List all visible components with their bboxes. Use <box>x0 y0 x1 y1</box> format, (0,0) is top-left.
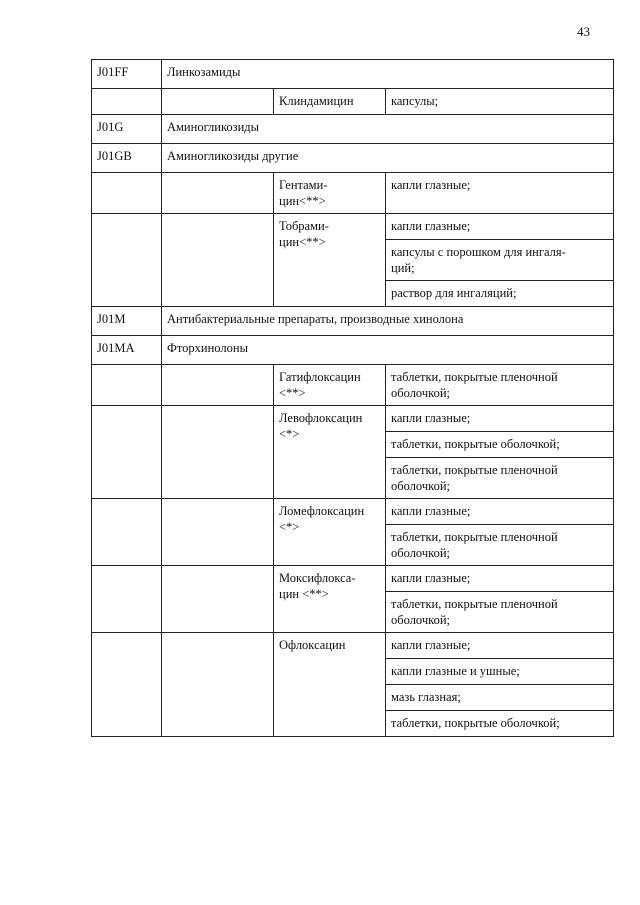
group-name: Фторхинолоны <box>162 336 614 365</box>
empty-code-cell <box>92 406 162 499</box>
empty-group-cell <box>162 633 274 737</box>
dosage-form: капли глазные; <box>386 173 614 214</box>
group-name: Линкозамиды <box>162 60 614 89</box>
atc-code: J01G <box>92 115 162 144</box>
drug-form-row <box>92 406 614 432</box>
empty-code-cell <box>92 365 162 406</box>
drug-name: Офлоксацин <box>274 633 386 737</box>
dosage-form: раствор для ингаляций; <box>386 281 614 307</box>
drug-form-row <box>92 173 614 214</box>
empty-group-cell <box>162 214 274 307</box>
atc-code: J01GB <box>92 144 162 173</box>
drug-name: Гентами- цин<**> <box>274 173 386 214</box>
drug-form-row <box>92 365 614 406</box>
drug-name: Тобрами- цин<**> <box>274 214 386 307</box>
empty-code-cell <box>92 633 162 737</box>
drug-name: Ломефлоксацин <*> <box>274 499 386 566</box>
drug-form-row <box>92 89 614 115</box>
page-number: 43 <box>577 24 590 39</box>
empty-group-cell <box>162 89 274 115</box>
drug-table-body <box>92 60 614 737</box>
group-row <box>92 307 614 336</box>
dosage-form: таблетки, покрытые пленочной оболочкой; <box>386 458 614 499</box>
empty-code-cell <box>92 173 162 214</box>
empty-group-cell <box>162 566 274 633</box>
dosage-form: таблетки, покрытые оболочкой; <box>386 711 614 737</box>
atc-code: J01M <box>92 307 162 336</box>
group-row <box>92 144 614 173</box>
empty-group-cell <box>162 173 274 214</box>
dosage-form: таблетки, покрытые пленочной оболочкой; <box>386 365 614 406</box>
empty-code-cell <box>92 499 162 566</box>
empty-group-cell <box>162 499 274 566</box>
drug-form-row <box>92 499 614 525</box>
atc-code: J01MA <box>92 336 162 365</box>
group-row <box>92 60 614 89</box>
dosage-form: капли глазные; <box>386 214 614 240</box>
empty-group-cell <box>162 365 274 406</box>
dosage-form: таблетки, покрытые оболочкой; <box>386 432 614 458</box>
dosage-form: капсулы; <box>386 89 614 115</box>
dosage-form: капли глазные и ушные; <box>386 659 614 685</box>
dosage-form: капли глазные; <box>386 406 614 432</box>
group-name: Антибактериальные препараты, производные хинолона <box>162 307 614 336</box>
drug-form-row <box>92 214 614 240</box>
dosage-form: капсулы с порошком для ингаля- ций; <box>386 240 614 281</box>
group-row <box>92 336 614 365</box>
drug-name: Клиндамицин <box>274 89 386 115</box>
dosage-form: таблетки, покрытые пленочной оболочкой; <box>386 525 614 566</box>
empty-code-cell <box>92 89 162 115</box>
atc-code: J01FF <box>92 60 162 89</box>
dosage-form: капли глазные; <box>386 499 614 525</box>
dosage-form: капли глазные; <box>386 566 614 592</box>
empty-code-cell <box>92 566 162 633</box>
drug-form-row <box>92 633 614 659</box>
drug-name: Левофлоксацин <*> <box>274 406 386 499</box>
drug-name: Гатифлоксацин <**> <box>274 365 386 406</box>
group-name: Аминогликозиды <box>162 115 614 144</box>
dosage-form: капли глазные; <box>386 633 614 659</box>
group-row <box>92 115 614 144</box>
empty-code-cell <box>92 214 162 307</box>
dosage-form: мазь глазная; <box>386 685 614 711</box>
dosage-form: таблетки, покрытые пленочной оболочкой; <box>386 592 614 633</box>
drug-form-row <box>92 566 614 592</box>
group-name: Аминогликозиды другие <box>162 144 614 173</box>
empty-group-cell <box>162 406 274 499</box>
drug-table <box>91 59 614 737</box>
drug-name: Моксифлокса- цин <**> <box>274 566 386 633</box>
